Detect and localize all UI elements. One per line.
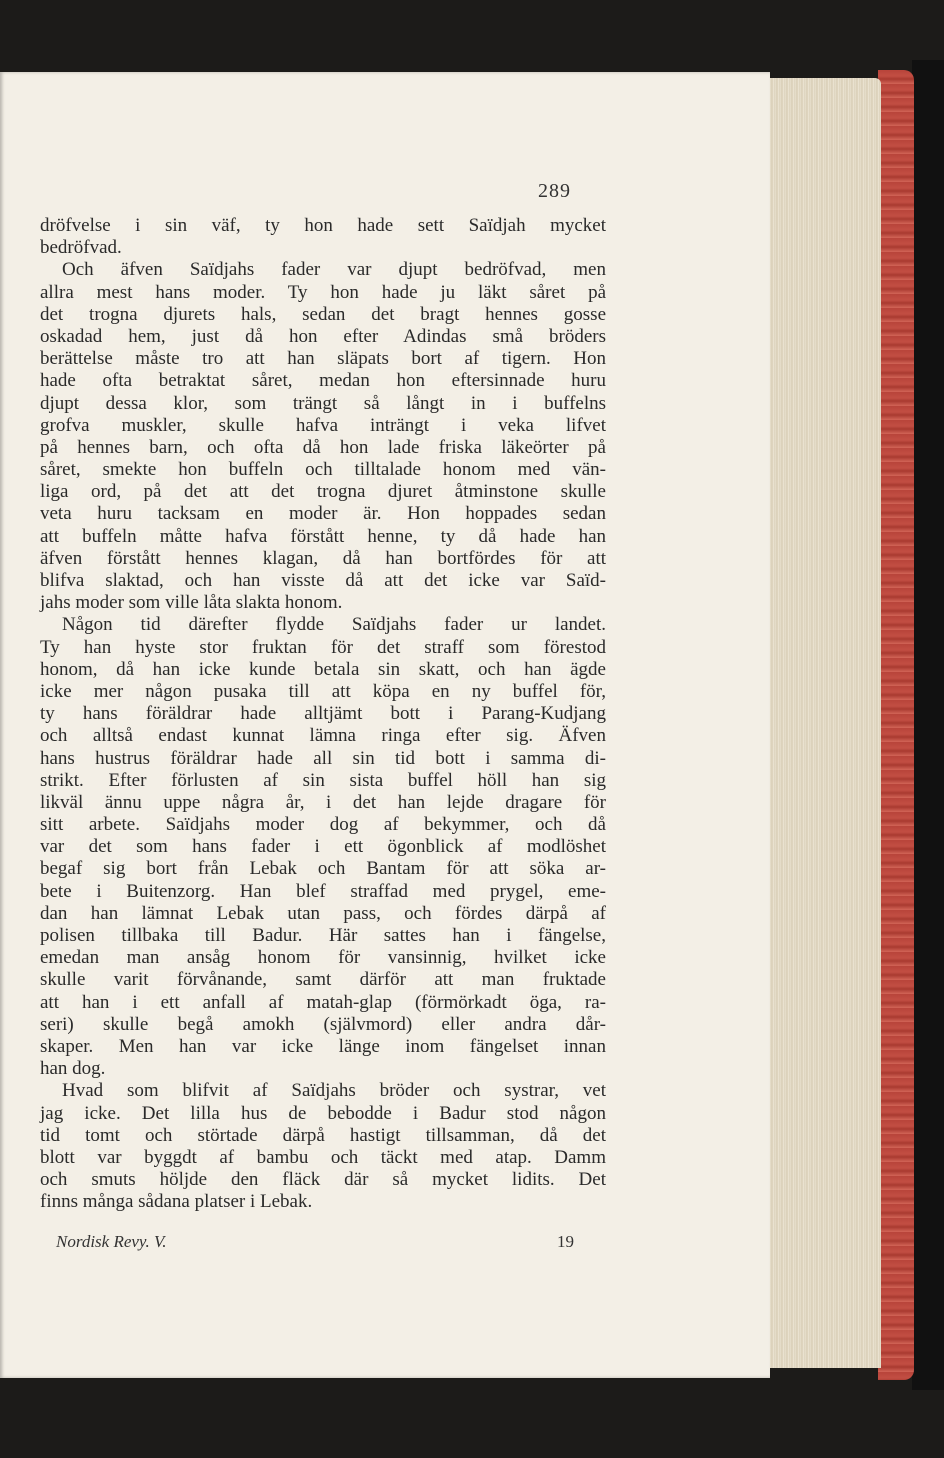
text-line: äfven förstått hennes klagan, då han bortfördes för att: [40, 547, 606, 569]
text-line: hade ofta betraktat såret, medan hon eftersinnade huru: [40, 370, 606, 392]
text-line: och alltså endast kunnat lämna ringa efter sig. Äfven: [40, 725, 606, 747]
text-line: honom, då han icke kunde betala sin skatt, och han ägde: [40, 658, 606, 680]
text-line: veta huru tacksam en moder är. Hon hoppades sedan: [40, 503, 606, 525]
text-line: blott var byggdt af bambu och täckt med atap. Damm: [40, 1146, 606, 1168]
text-line: och smuts höljde den fläck där så mycket lidits. Det: [40, 1169, 606, 1191]
text-line: oskadad hem, just då hon efter Adindas små bröders: [40, 325, 606, 347]
text-line: emedan man ansåg honom för vansinnig, hvilket icke: [40, 947, 606, 969]
text-line: det trogna djurets hals, sedan det bragt hennes gosse: [40, 303, 606, 325]
text-line: dan han lämnat Lebak utan pass, och fördes därpå af: [40, 902, 606, 924]
text-line: seri) skulle begå amokh (självmord) eller andra dår-: [40, 1013, 606, 1035]
text-line: liga ord, på det att det trogna djuret åtminstone skulle: [40, 481, 606, 503]
text-line: tid tomt och störtade därpå hastigt tillsamman, då det: [40, 1124, 606, 1146]
page-number: 289: [538, 180, 571, 202]
book-red-edge: [878, 70, 914, 1380]
text-line: grofva muskler, skulle hafva inträngt i veka lifvet: [40, 414, 606, 436]
text-line: djupt dessa klor, som trängt så långt in i buffelns: [40, 392, 606, 414]
text-line: sitt arbete. Saïdjahs moder dog af bekymmer, och då: [40, 814, 606, 836]
text-line: skulle varit förvånande, samt därför att man fruktade: [40, 969, 606, 991]
text-line: att han i ett anfall af matah-glap (förmörkadt öga, ra-: [40, 991, 606, 1013]
text-line: ty hans föräldrar hade alltjämt bott i Parang-Kudjang: [40, 703, 606, 725]
text-line: blifva slaktad, och han visste då att det icke var Saïd-: [40, 570, 606, 591]
text-line: likväl ännu uppe några år, i det han lejde dragare för: [40, 791, 606, 813]
text-line: icke mer någon pusaka till att köpa en ny buffel för,: [40, 680, 606, 702]
text-line: han dog.: [40, 1058, 106, 1080]
text-line: Och äfven Saïdjahs fader var djupt bedröfvad, men: [62, 259, 606, 281]
text-line: allra mest hans moder. Ty hon hade ju läkt såret på: [40, 281, 606, 303]
text-line: bete i Buitenzorg. Han blef straffad med prygel, eme-: [40, 880, 606, 902]
text-line: berättelse måste tro att han släpats bort af tigern. Hon: [40, 348, 606, 370]
text-line: jag icke. Det lilla hus de bebodde i Badur stod någon: [40, 1102, 606, 1124]
text-line: polisen tillbaka till Badur. Här sattes han i fängelse,: [40, 925, 606, 946]
text-line: bedröfvad.: [40, 237, 122, 259]
body-text: [40, 215, 606, 1213]
page-stack-edges: [765, 78, 881, 1368]
text-line: på hennes barn, och ofta då hon lade friska läkeörter på: [40, 436, 606, 458]
text-line: jahs moder som ville låta slakta honom.: [40, 592, 343, 614]
text-line: strikt. Efter förlusten af sin sista buffel höll han sig: [40, 769, 606, 791]
text-line: dröfvelse i sin väf, ty hon hade sett Saïdjah mycket: [40, 215, 606, 236]
footer-publication: Nordisk Revy. V.: [56, 1232, 167, 1251]
text-line: skaper. Men han var icke länge inom fängelset innan: [40, 1035, 606, 1057]
book-cover-edge: [912, 60, 944, 1390]
text-line: Någon tid därefter flydde Saïdjahs fader ur landet.: [62, 614, 606, 636]
text-line: såret, smekte hon buffeln och tilltalade honom med vän-: [40, 459, 606, 481]
text-line: begaf sig bort från Lebak och Bantam för att söka ar-: [40, 858, 606, 880]
text-line: var det som hans fader i ett ögonblick af modlöshet: [40, 836, 606, 858]
text-line: Ty han hyste stor fruktan för det straff som förestod: [40, 636, 606, 658]
text-line: hans hustrus föräldrar hade all sin tid bott i samma di-: [40, 747, 606, 769]
text-line: att buffeln måtte hafva förstått henne, ty då hade han: [40, 525, 606, 547]
footer-signature-number: 19: [557, 1232, 574, 1251]
page-footer: [56, 1232, 574, 1252]
text-line: finns många sådana platser i Lebak.: [40, 1191, 313, 1213]
text-line: Hvad som blifvit af Saïdjahs bröder och systrar, vet: [62, 1080, 606, 1102]
